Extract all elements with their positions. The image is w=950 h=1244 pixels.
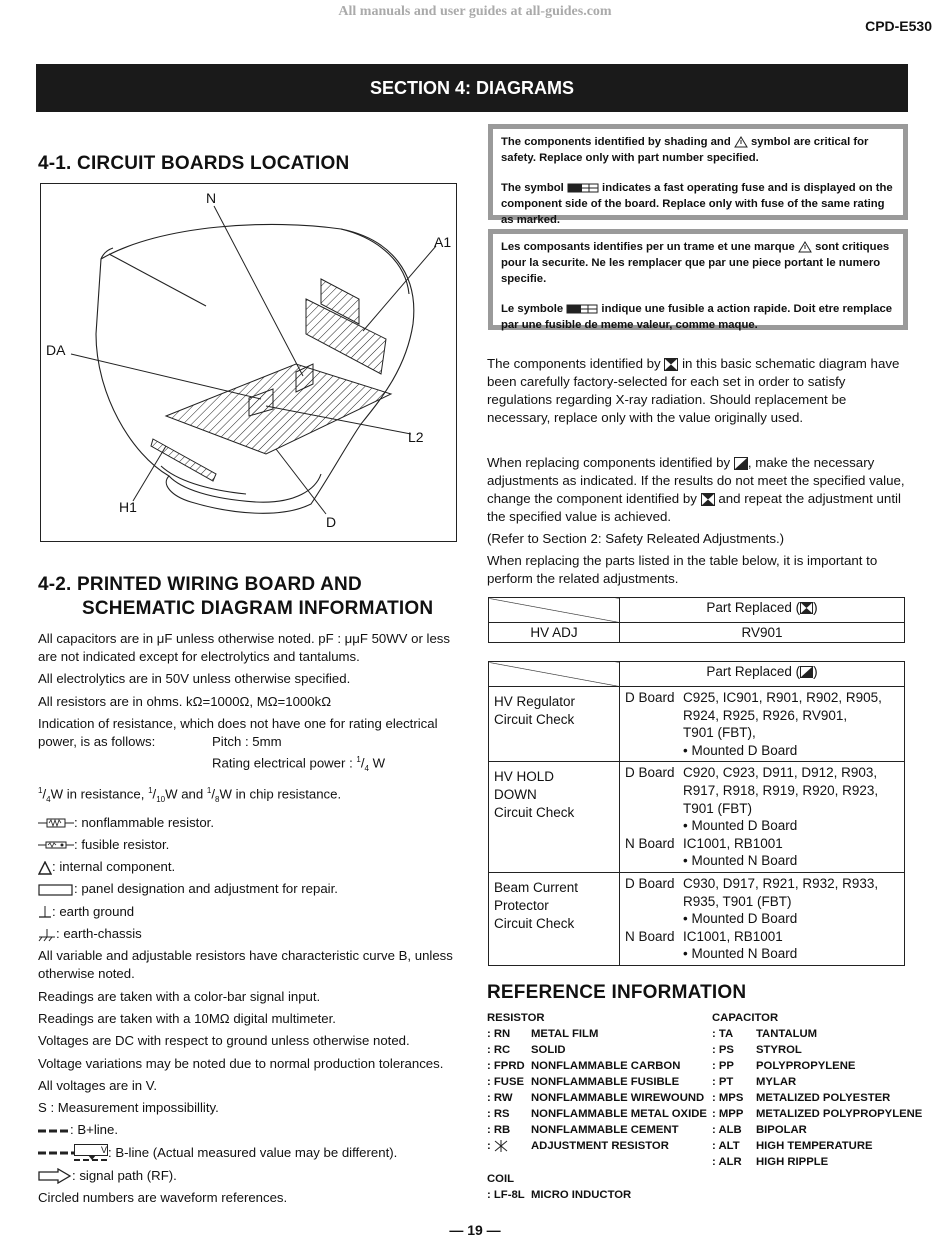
row-label-line: Circuit Check	[494, 915, 575, 931]
table1-row-label: HV ADJ	[489, 623, 620, 643]
parts-line	[625, 945, 899, 963]
reference-code: : FUSE	[487, 1076, 525, 1088]
electrolytic-note: All electrolytics are in 50V unless otherwise specified.	[38, 671, 351, 687]
xray-paragraph	[487, 355, 912, 427]
parts-line	[625, 875, 899, 893]
reference-name: MICRO INDUCTOR	[531, 1189, 632, 1201]
label-a1: A1	[434, 234, 452, 250]
reference-name: BIPOLAR	[756, 1124, 807, 1136]
coil-list	[487, 1187, 707, 1203]
board-name: N Board	[625, 928, 675, 944]
xray-component-icon-2	[701, 493, 715, 506]
dashed-line-icon	[38, 1127, 70, 1135]
frac-n1: 1	[38, 786, 43, 796]
reference-item	[487, 1122, 707, 1138]
reference-item	[487, 1042, 707, 1058]
reference-name: MYLAR	[756, 1076, 797, 1088]
resistor-note: All resistors are in ohms. kΩ=1000Ω, MΩ=1000kΩ	[38, 693, 332, 709]
readings-note-1: Readings are taken with a color-bar signal input.	[38, 988, 321, 1004]
frac-d3: 8	[215, 795, 220, 805]
reference-item	[487, 1106, 707, 1122]
xray-component-icon	[664, 358, 678, 371]
reference-item	[712, 1106, 922, 1122]
warning-triangle-icon-fr	[798, 241, 812, 253]
page-number: — 19 —	[449, 1222, 501, 1238]
reference-item	[712, 1122, 922, 1138]
adjust-component-icon-t2	[800, 666, 813, 678]
bline2-line	[38, 1144, 458, 1163]
table2-row-label	[489, 687, 620, 762]
board-name	[625, 852, 683, 870]
rating-unit: W	[372, 755, 386, 771]
reference-code: : LF-8L	[487, 1189, 525, 1201]
reference-item	[487, 1138, 707, 1154]
parts-value: • Mounted D Board	[683, 911, 798, 927]
variations-note: Voltage variations may be noted due to normal production tolerances.	[38, 1055, 444, 1071]
coil-heading: COIL	[487, 1173, 514, 1185]
adjust-b: , make the necessary adjustments as indicated. If the results do not meet the specified value, change the component identified by	[487, 455, 905, 506]
board-name	[625, 893, 683, 911]
pwb-heading-line2: SCHEMATIC DIAGRAM INFORMATION	[82, 598, 434, 619]
indication-text: power, is as follows:	[38, 733, 156, 749]
chip-line: $^1/_4W$ in resistance, $^1/_{10}W$ and $^1/_8W$ in chip resistance.	[38, 786, 342, 805]
frac-d1: 4	[46, 795, 51, 805]
reference-code: : TA	[712, 1028, 734, 1040]
reference-name: NONFLAMMABLE METAL OXIDE	[531, 1108, 707, 1120]
frac-n2: 1	[148, 786, 153, 796]
adjustment-resistor-icon	[494, 1140, 508, 1152]
reference-name: NONFLAMMABLE FUSIBLE	[531, 1076, 680, 1088]
circuit-boards-figure	[40, 183, 457, 542]
bline-line	[38, 1121, 458, 1139]
reference-name: TANTALUM	[756, 1028, 818, 1040]
bline2-text: : B-line (Actual measured value may be different).	[108, 1144, 398, 1160]
parts-line	[625, 707, 899, 725]
parts-value: • Mounted N Board	[683, 946, 798, 962]
reference-name: METALIZED POLYESTER	[756, 1092, 891, 1104]
indication-note-2	[38, 733, 458, 751]
reference-item	[487, 1090, 707, 1106]
resistor-heading: RESISTOR	[487, 1012, 545, 1024]
chassis-text: : earth-chassis	[56, 926, 142, 942]
parts-value: C930, D917, R921, R932, R933,	[683, 875, 879, 891]
table1-row-value: RV901	[620, 623, 905, 643]
reference-code: : ALB	[712, 1124, 742, 1136]
xray-text	[487, 355, 912, 427]
parts-line	[625, 782, 899, 800]
bline-text: : B+line.	[70, 1122, 119, 1138]
indication-note: Indication of resistance, which does not have one for rating electrical	[38, 715, 438, 731]
section-title: SECTION 4: DIAGRAMS	[369, 77, 574, 98]
parts-value: • Mounted D Board	[683, 818, 798, 834]
table1-header-b: )	[813, 600, 818, 615]
table2-row-parts	[620, 872, 905, 965]
table2-row-label	[489, 872, 620, 965]
reference-code: :	[487, 1138, 531, 1154]
reference-item	[487, 1026, 707, 1042]
table2-row	[489, 872, 905, 965]
parts-line	[625, 742, 899, 760]
label-l2: L2	[408, 429, 424, 445]
reference-code: : RS	[487, 1108, 510, 1120]
parts-line	[625, 764, 899, 782]
table2-header-a: Part Replaced (	[706, 664, 801, 679]
reference-name: NONFLAMMABLE CARBON	[531, 1060, 681, 1072]
signal-arrow-icon	[38, 1168, 72, 1184]
xray-b: in this basic schematic diagram have been carefully factory-selected for each set in order to satisfy regulations regarding X-ray radiation. Should replacement be necessary, replace only with the value originally used.	[487, 356, 900, 425]
monitor-drawing	[41, 184, 456, 541]
safety-en-2b: indicates a fast operating fuse and is displayed on the component side of the board. Replace only with fuse of the same rating as marked.	[501, 182, 893, 226]
frac-d2: 10	[156, 795, 166, 805]
pwb-heading-line1: 4-2. PRINTED WIRING BOARD AND	[38, 574, 362, 595]
voltage-marker	[74, 1144, 108, 1162]
reference-name: NONFLAMMABLE WIREWOUND	[531, 1092, 705, 1104]
parts-value: C920, C923, D911, D912, R903,	[683, 765, 878, 781]
reference-item	[712, 1138, 922, 1154]
safety-en-1b: symbol are critical for safety. Replace only with part number specified.	[501, 136, 869, 164]
reference-code: : RC	[487, 1044, 511, 1056]
reference-resistor	[487, 1010, 707, 1203]
chip-c: W in chip resistance.	[219, 786, 342, 802]
board-name: N Board	[625, 835, 675, 851]
reference-item	[487, 1058, 707, 1074]
parts-value: C925, IC901, R901, R902, R905,	[683, 690, 882, 705]
parts-value: T901 (FBT)	[683, 800, 753, 816]
parts-value: IC1001, RB1001	[683, 928, 783, 944]
label-n: N	[206, 190, 217, 206]
parts-value: R935, T901 (FBT)	[683, 893, 792, 909]
nonflammable-text: : nonflammable resistor.	[74, 814, 214, 830]
reference-code: : RB	[487, 1124, 511, 1136]
adjust-paragraph	[487, 454, 912, 588]
board-name: D Board	[625, 875, 675, 891]
dashed-line-icon-2	[38, 1149, 74, 1157]
reference-code: : FPRD	[487, 1060, 525, 1072]
parts-value: • Mounted D Board	[683, 742, 798, 758]
reference-code: : MPS	[712, 1092, 744, 1104]
reference-name: NONFLAMMABLE CEMENT	[531, 1124, 679, 1136]
reference-code: : PS	[712, 1044, 734, 1056]
safety-en-2a: The symbol	[501, 182, 567, 194]
adjust-component-icon	[734, 457, 748, 470]
reference-item	[487, 1074, 707, 1090]
parts-line	[625, 689, 899, 707]
reference-code: : ALT	[712, 1140, 740, 1152]
parts-line	[625, 893, 899, 911]
row-label-line: HV Regulator	[494, 694, 576, 709]
xray-a: The components identified by	[487, 356, 665, 371]
fusible-text: : fusible resistor.	[74, 836, 170, 852]
table-intro-text: When replacing the parts listed in the table below, it is important to perform the related adjustments.	[487, 553, 878, 586]
reference-name: STYROL	[756, 1044, 802, 1056]
safety-note-english	[488, 124, 908, 226]
reference-code: : PT	[712, 1076, 734, 1088]
rating-text: Rating electrical power :	[212, 755, 357, 771]
table2-corner	[489, 662, 620, 687]
internal-text: : internal component.	[52, 859, 176, 875]
earth-text: : earth ground	[52, 903, 135, 919]
section-banner	[36, 64, 908, 112]
reference-item	[712, 1026, 922, 1042]
signal-text: : signal path (RF).	[72, 1167, 177, 1183]
nonflammable-resistor-icon	[38, 818, 74, 828]
rating-num: 1	[356, 754, 361, 764]
refer-text: (Refer to Section 2: Safety Releated Adjustments.)	[487, 531, 785, 546]
parts-line	[625, 724, 899, 742]
safety-fr-2b: indique une fusible a action rapide. Doit etre remplace par une fusible de meme valeur, comme maque.	[501, 303, 893, 331]
table2-header	[620, 662, 905, 687]
parts-line	[625, 852, 899, 870]
measurement-note: S : Measurement impossibillity.	[38, 1100, 219, 1116]
safety-en-2	[501, 180, 895, 228]
parts-value: R924, R925, R926, RV901,	[683, 707, 848, 723]
reference-item	[712, 1074, 922, 1090]
adjust-text	[487, 454, 912, 526]
safety-fr-2	[501, 301, 895, 333]
earth-ground-icon	[38, 905, 52, 919]
fusible-line	[38, 836, 458, 854]
safety-fr-1a: Les composants identifies per un trame et une marque	[501, 241, 798, 253]
table2-row-parts	[620, 687, 905, 762]
board-name	[625, 800, 683, 818]
signal-line	[38, 1167, 458, 1185]
row-label-line: DOWN	[494, 787, 537, 803]
safety-fr-2a: Le symbole	[501, 303, 567, 315]
table1-header	[620, 598, 905, 623]
table1-corner	[489, 598, 620, 623]
table2-header-b: )	[813, 664, 818, 679]
internal-line	[38, 858, 458, 876]
reference-item	[712, 1154, 922, 1170]
hv-adj-table	[488, 597, 905, 643]
readings-note-2: Readings are taken with a 10MΩ digital multimeter.	[38, 1010, 336, 1026]
model-number: CPD-E530	[865, 18, 932, 34]
table2-row-label	[489, 762, 620, 873]
board-name	[625, 707, 683, 725]
board-name: D Board	[625, 765, 675, 781]
reference-name: SOLID	[531, 1044, 566, 1056]
parts-value: IC1001, RB1001	[683, 835, 783, 851]
reference-item	[712, 1042, 922, 1058]
parts-line	[625, 835, 899, 853]
row-label-line: HV HOLD	[494, 769, 555, 785]
adjustment-table	[488, 661, 905, 966]
board-name	[625, 724, 683, 742]
reference-name: HIGH TEMPERATURE	[756, 1140, 873, 1152]
table1-header-a: Part Replaced (	[706, 600, 801, 615]
reference-code: : MPP	[712, 1108, 744, 1120]
label-d: D	[326, 514, 337, 530]
all-volts-note: All voltages are in V.	[38, 1077, 158, 1093]
reference-capacitor	[712, 1010, 922, 1170]
safety-en-1	[501, 134, 895, 166]
rating-line: Rating electrical power : $^1/_4$ W	[212, 754, 386, 773]
table2-row	[489, 687, 905, 762]
frac-n3: 1	[206, 786, 212, 796]
pwb-notes	[38, 630, 458, 1211]
row-label-line: Protector	[494, 897, 549, 913]
chip-b: W and	[165, 786, 207, 802]
panel-line	[38, 880, 458, 898]
rating-den: 4	[364, 763, 369, 773]
resistor-list	[487, 1026, 707, 1154]
chip-a: W in resistance,	[50, 786, 149, 802]
board-name	[625, 817, 683, 835]
voltage-marker-box: V	[74, 1144, 108, 1156]
reference-name: ADJUSTMENT RESISTOR	[531, 1140, 669, 1152]
capacitor-list	[712, 1026, 922, 1170]
parts-value: R917, R918, R919, R920, R923,	[683, 782, 879, 798]
parts-line	[625, 800, 899, 818]
adjust-a: When replacing components identified by	[487, 455, 734, 470]
circuit-boards-heading: 4-1. CIRCUIT BOARDS LOCATION	[38, 153, 350, 174]
circled-note: Circled numbers are waveform references.	[38, 1189, 288, 1205]
table2-row	[489, 762, 905, 873]
row-label-line: Circuit Check	[494, 805, 575, 821]
row-label-line: Circuit Check	[494, 712, 575, 727]
reference-code: : RW	[487, 1092, 513, 1104]
capacitor-heading: CAPACITOR	[712, 1012, 779, 1024]
parts-line	[625, 817, 899, 835]
reference-item	[487, 1187, 707, 1203]
board-name	[625, 910, 683, 928]
safety-en-1a: The components identified by shading and	[501, 136, 734, 148]
variable-note: All variable and adjustable resistors have characteristic curve B, unless otherwise noted.	[38, 948, 453, 982]
reference-name: HIGH RIPPLE	[756, 1156, 829, 1168]
fuse-icon-fr	[566, 304, 598, 314]
watermark: All manuals and user guides at all-guides.com	[338, 4, 612, 19]
voltages-note: Voltages are DC with respect to ground unless otherwise noted.	[38, 1033, 410, 1049]
xray-component-icon-t1	[800, 602, 813, 614]
reference-code: : RN	[487, 1028, 511, 1040]
triangle-icon	[38, 861, 52, 875]
reference-item	[712, 1090, 922, 1106]
adjust-c: and repeat the adjustment until the specified value is achieved.	[487, 491, 901, 524]
nonflammable-line	[38, 814, 458, 832]
label-h1: H1	[119, 499, 137, 515]
parts-value: • Mounted N Board	[683, 853, 798, 869]
chassis-line	[38, 925, 458, 943]
board-name	[625, 945, 683, 963]
fusible-resistor-icon	[38, 840, 74, 850]
label-da: DA	[46, 342, 66, 358]
reference-heading: REFERENCE INFORMATION	[487, 982, 747, 1003]
board-name: D Board	[625, 690, 675, 705]
panel-text: : panel designation and adjustment for repair.	[74, 881, 338, 897]
safety-fr-1b: sont critiques pour la securite. Ne les remplacer que par une piece portant le numero specifie.	[501, 241, 890, 285]
warning-triangle-icon	[734, 136, 748, 148]
parts-line	[625, 928, 899, 946]
parts-line	[625, 910, 899, 928]
reference-code: : PP	[712, 1060, 734, 1072]
reference-code: : ALR	[712, 1156, 742, 1168]
fuse-icon	[567, 183, 599, 193]
reference-name: METALIZED POLYPROPYLENE	[756, 1108, 923, 1120]
safety-fr-1	[501, 239, 895, 287]
pitch-text: Pitch : 5mm	[212, 733, 282, 749]
earth-chassis-icon	[38, 928, 56, 942]
reference-name: POLYPROPYLENE	[756, 1060, 856, 1072]
reference-item	[712, 1058, 922, 1074]
voltage-marker-arrow	[74, 1155, 108, 1162]
earth-line	[38, 903, 458, 921]
board-name	[625, 742, 683, 760]
safety-note-french	[488, 229, 908, 330]
reference-name: METAL FILM	[531, 1028, 599, 1040]
board-name	[625, 782, 683, 800]
table2-row-parts	[620, 762, 905, 873]
panel-box-icon	[38, 884, 74, 896]
parts-value: T901 (FBT),	[683, 725, 756, 741]
capacitor-note: All capacitors are in μF unless otherwise noted. pF : μμF 50WV or less are not indicated except for electrolytics and tantalums.	[38, 631, 450, 664]
row-label-line: Beam Current	[494, 879, 579, 895]
